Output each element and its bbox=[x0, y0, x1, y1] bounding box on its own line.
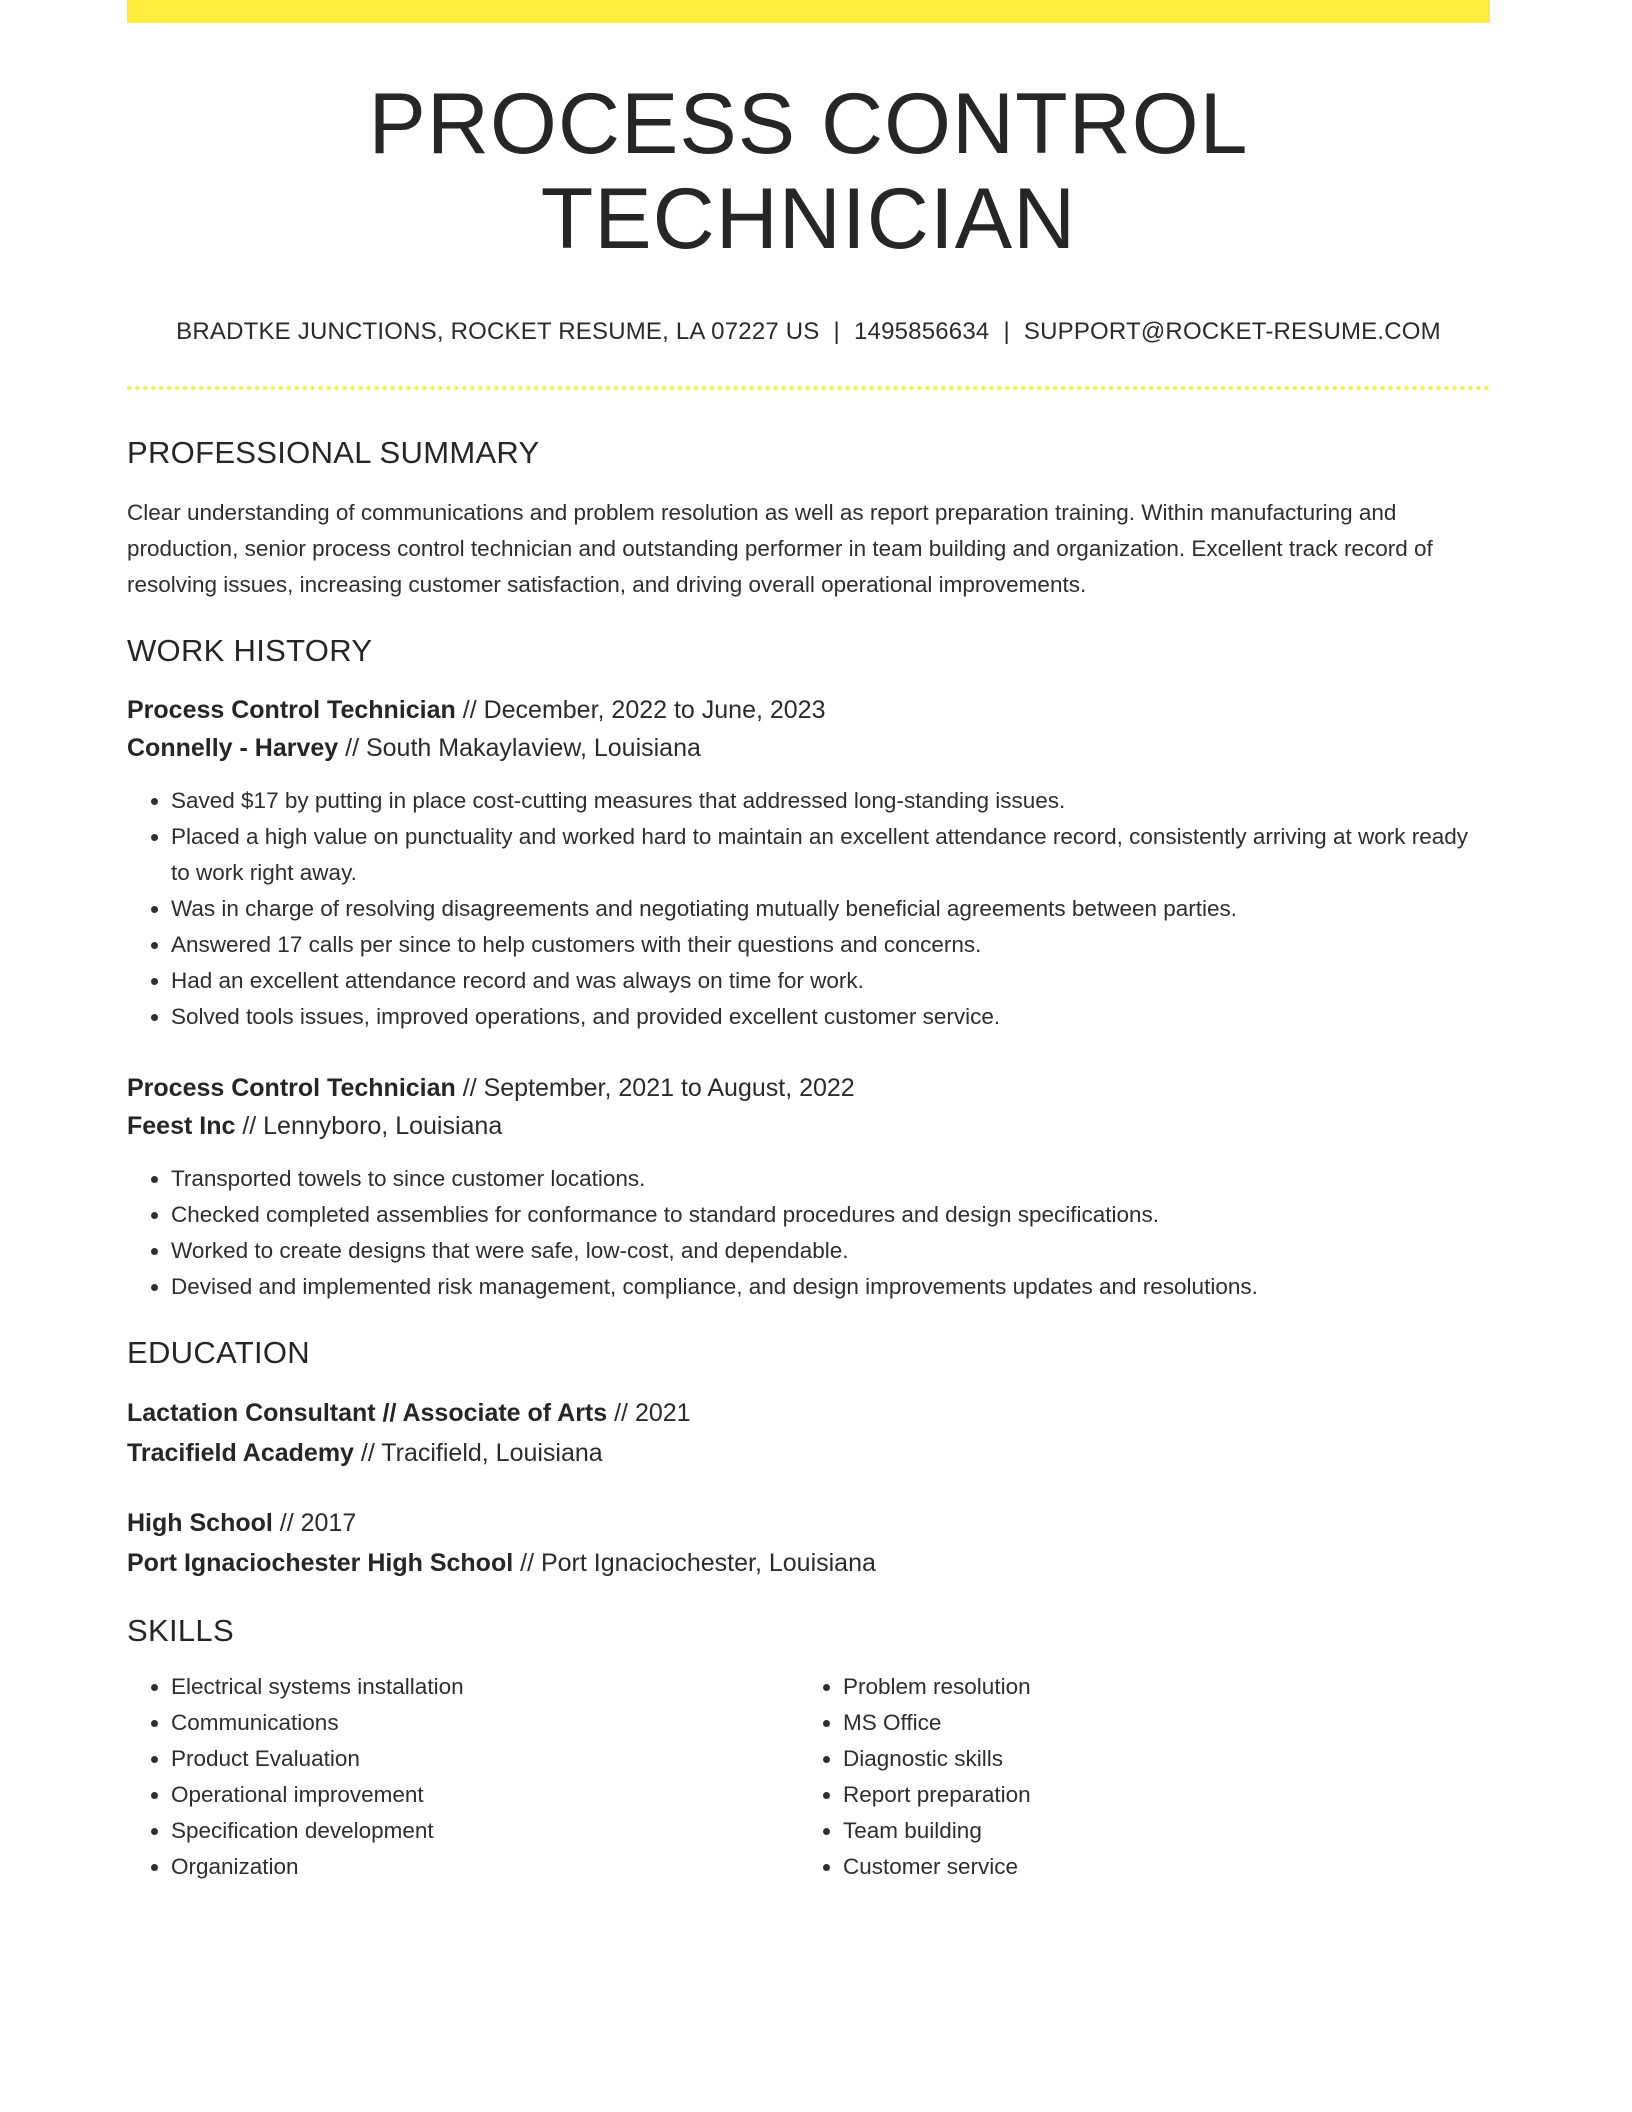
job-bullet: • Answered 17 calls per since to help customers with their questions and concerns. bbox=[171, 927, 1490, 963]
skills-list-right bbox=[799, 1669, 1471, 1885]
skill-item: • Operational improvement bbox=[171, 1777, 799, 1813]
education-year: // 2021 bbox=[607, 1399, 691, 1428]
skill-item: • Product Evaluation bbox=[171, 1741, 799, 1777]
education-location: // Tracifield, Louisiana bbox=[353, 1439, 603, 1468]
job-entry bbox=[127, 691, 1490, 1035]
skills-columns bbox=[127, 1669, 1490, 1885]
contact-address: BRADTKE JUNCTIONS, ROCKET RESUME, LA 07227 US bbox=[176, 318, 820, 346]
contact-separator: | bbox=[1003, 318, 1010, 346]
job-bullets bbox=[127, 1161, 1490, 1305]
skill-item: • Report preparation bbox=[843, 1777, 1471, 1813]
dotted-divider bbox=[127, 386, 1490, 390]
job-company-line bbox=[127, 1107, 1490, 1145]
job-company: Feest Inc bbox=[127, 1112, 236, 1141]
education-degree-line bbox=[127, 1503, 1490, 1543]
work-history-heading: WORK HISTORY bbox=[127, 633, 373, 669]
education-year: // 2017 bbox=[272, 1509, 357, 1538]
education-degree: High School bbox=[127, 1509, 273, 1538]
job-bullet: • Devised and implemented risk management, compliance, and design improvements updates and resolutions. bbox=[171, 1269, 1490, 1305]
skills-heading: SKILLS bbox=[127, 1613, 234, 1649]
education-entry bbox=[127, 1393, 1490, 1473]
job-bullet: • Had an excellent attendance record and was always on time for work. bbox=[171, 963, 1490, 999]
education-degree: Lactation Consultant // Associate of Arts bbox=[127, 1399, 608, 1428]
job-bullet: • Checked completed assemblies for conformance to standard procedures and design specifications. bbox=[171, 1197, 1490, 1233]
skill-item: • Problem resolution bbox=[843, 1669, 1471, 1705]
job-dates: // September, 2021 to August, 2022 bbox=[455, 1074, 855, 1103]
job-bullet: • Was in charge of resolving disagreements and negotiating mutually beneficial agreements between parties. bbox=[171, 891, 1490, 927]
skill-item: • Diagnostic skills bbox=[843, 1741, 1471, 1777]
job-title-line bbox=[127, 691, 1490, 729]
skill-item: • MS Office bbox=[843, 1705, 1471, 1741]
resume-page bbox=[127, 0, 1490, 1885]
job-company-line bbox=[127, 729, 1490, 767]
job-dates: // December, 2022 to June, 2023 bbox=[455, 696, 826, 725]
job-bullet: • Solved tools issues, improved operations, and provided excellent customer service. bbox=[171, 999, 1490, 1035]
summary-heading: PROFESSIONAL SUMMARY bbox=[127, 435, 540, 471]
education-school-line bbox=[127, 1543, 1490, 1583]
job-bullets bbox=[127, 783, 1490, 1035]
skill-item: • Electrical systems installation bbox=[171, 1669, 799, 1705]
job-bullet: • Transported towels to since customer locations. bbox=[171, 1161, 1490, 1197]
job-position: Process Control Technician bbox=[127, 1074, 456, 1103]
job-entry bbox=[127, 1069, 1490, 1305]
job-bullet: • Worked to create designs that were safe, low-cost, and dependable. bbox=[171, 1233, 1490, 1269]
skill-item: • Specification development bbox=[171, 1813, 799, 1849]
education-heading: EDUCATION bbox=[127, 1335, 310, 1371]
education-degree-line bbox=[127, 1393, 1490, 1433]
job-bullet: • Saved $17 by putting in place cost-cutting measures that addressed long-standing issues. bbox=[171, 783, 1490, 819]
skill-item: • Customer service bbox=[843, 1849, 1471, 1885]
education-location: // Port Ignaciochester, Louisiana bbox=[513, 1549, 876, 1578]
job-position: Process Control Technician bbox=[127, 696, 456, 725]
job-company: Connelly - Harvey bbox=[127, 734, 339, 763]
top-accent-bar bbox=[127, 0, 1490, 23]
job-location: // South Makaylaview, Louisiana bbox=[338, 734, 701, 763]
contact-email: SUPPORT@ROCKET-RESUME.COM bbox=[1023, 318, 1441, 346]
skill-item: • Communications bbox=[171, 1705, 799, 1741]
summary-text: Clear understanding of communications and problem resolution as well as report preparation training. Within manufacturing and production, senior process control technician and outstanding performer in team building and organization. Excellent track record of resolving issues, increasing customer satisfaction, and driving overall operational improvements. bbox=[127, 500, 1433, 598]
skill-item: • Organization bbox=[171, 1849, 799, 1885]
skill-item: • Team building bbox=[843, 1813, 1471, 1849]
resume-title: PROCESS CONTROL TECHNICIAN bbox=[368, 76, 1249, 267]
contact-separator: | bbox=[833, 318, 840, 346]
education-school: Tracifield Academy bbox=[127, 1439, 354, 1468]
job-location: // Lennyboro, Louisiana bbox=[235, 1112, 503, 1141]
contact-line bbox=[127, 318, 1490, 346]
education-entry bbox=[127, 1503, 1490, 1583]
job-bullet: • Placed a high value on punctuality and worked hard to maintain an excellent attendance record, consistently arriving at work ready to work right away. bbox=[171, 819, 1490, 891]
job-title-line bbox=[127, 1069, 1490, 1107]
education-school: Port Ignaciochester High School bbox=[127, 1549, 514, 1578]
contact-phone: 1495856634 bbox=[853, 318, 990, 346]
education-school-line bbox=[127, 1433, 1490, 1473]
skills-list-left bbox=[127, 1669, 799, 1885]
